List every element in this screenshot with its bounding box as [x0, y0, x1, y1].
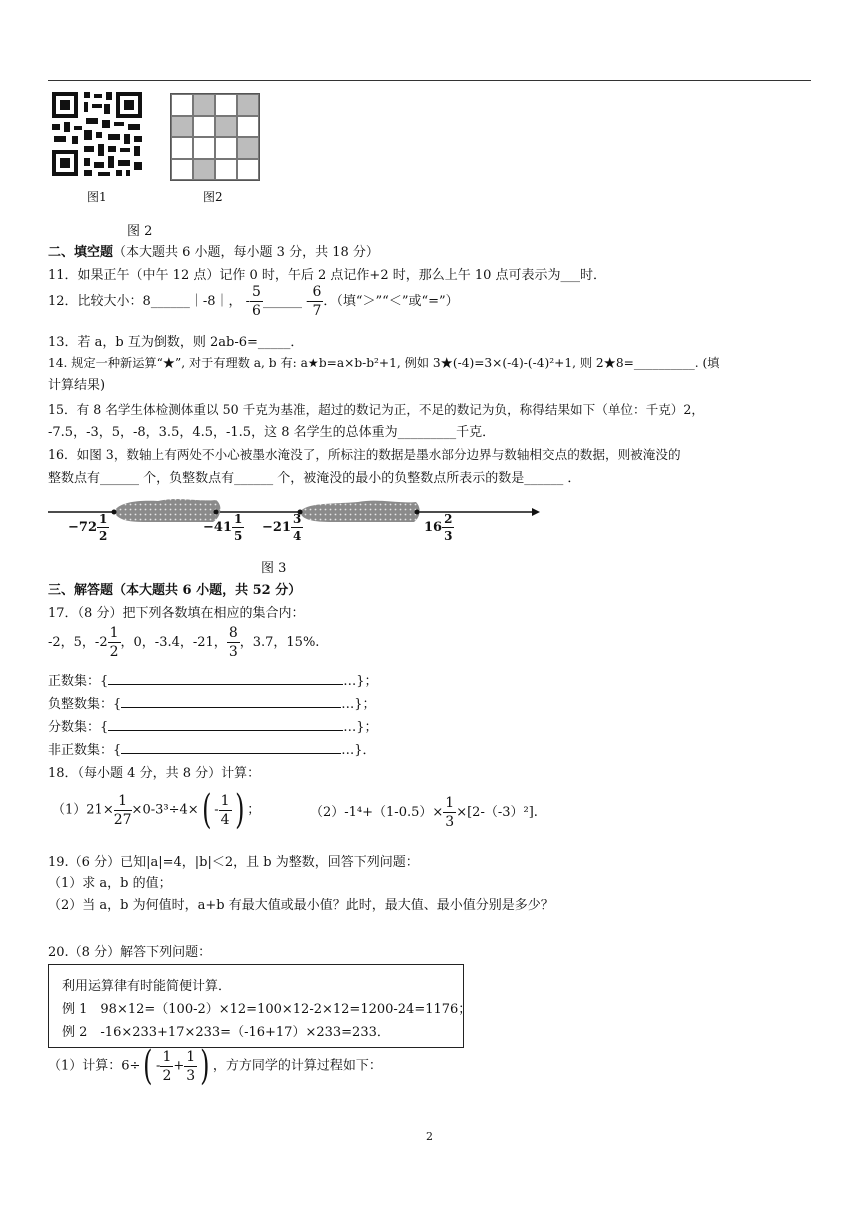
q12-f2-denominator: 7: [312, 303, 322, 319]
q20-f1-denominator: 2: [162, 1067, 172, 1084]
label-d-int: 16: [424, 520, 443, 535]
set-negative-integer: [48, 693, 376, 712]
set-positive-label: 正数集：{: [48, 674, 109, 689]
numberline-label-a: [68, 513, 109, 542]
set-non-positive-label: 非正数集：{: [48, 743, 122, 758]
q17-nums-c: ，3.7，15%.: [239, 635, 320, 650]
question-14-line1: 14. 规定一种新运算“★”, 对于有理数 a, b 有: a★b=a×b-b²+1, 例如 3★(-4)=3×(-4)-(-4)²+1, 则 2★8=__________. (填: [48, 356, 720, 370]
example-box-line2: 例 1 98×12=（100-2）×12=100×12-2×12=1200-24=1176；: [62, 1002, 472, 1017]
set-positive-blank[interactable]: [108, 672, 343, 685]
q18-p1-paren-denominator: 4: [220, 811, 230, 828]
question-15-line1: 15．有 8 名学生体检测体重以 50 千克为基准，超过的数记为正，不足的数记为负，称得结果如下（单位：千克）2，: [48, 402, 704, 417]
point-d: [415, 510, 420, 515]
question-12: [48, 285, 459, 318]
question-19-title: 19.（6 分）已知|a|=4，|b|＜2，且 b 为整数，回答下列问题：: [48, 855, 419, 870]
figure2-caption: 图2: [203, 190, 223, 204]
axis-arrow: [532, 508, 540, 516]
point-a: [112, 510, 117, 515]
q20-f2-numerator: 1: [186, 1048, 196, 1065]
q18-p2-denominator: 3: [445, 814, 455, 830]
question-19-part2: （2）当 a，b 为何值时，a+b 有最大值或最小值？此时，最大值、最小值分别是多少？: [48, 898, 554, 913]
question-13: 13．若 a，b 互为倒数，则 2ab-6=_____．: [48, 335, 304, 350]
question-11: 11．如果正午（中午 12 点）记作 0 时，午后 2 点记作+2 时，那么上午 10 点可表示为___时．: [48, 268, 607, 283]
section2-title: 二、填空题: [48, 245, 114, 260]
question-16-line2: 整数点有______ 个，负整数点有______ 个，被淹没的最小的负整数点所表示的数是______ ．: [48, 471, 581, 486]
set-positive: [48, 670, 378, 689]
q18-p1-b: ×0-3³÷4×: [131, 802, 199, 818]
section2-desc: （本大题共 6 小题，每小题 3 分，共 18 分）: [113, 245, 379, 260]
header-rule: [48, 80, 811, 81]
set-fraction: [48, 716, 378, 735]
label-d-frac: [442, 513, 454, 542]
label-a-frac: [97, 513, 109, 542]
q17-f2-denominator: 3: [228, 644, 238, 660]
qr-code-image: [50, 90, 144, 178]
q17-f1-numerator: 1: [109, 625, 119, 641]
q20-f2-denominator: 3: [186, 1067, 196, 1084]
question-19-part1: （1）求 a，b 的值；: [48, 876, 172, 891]
q20-fraction-1: [160, 1050, 173, 1083]
q20-p1-b: ，方方同学的计算过程如下：: [212, 1058, 382, 1074]
q12-f2-numerator: 6: [312, 284, 322, 300]
label-b-int: −41: [203, 520, 232, 535]
figure3-caption: 图 3: [261, 561, 287, 576]
q12-f1-numerator: 5: [252, 284, 261, 300]
set-non-positive-end: …}．: [341, 743, 376, 758]
label-d-num: 2: [444, 512, 453, 526]
q20-sign: -: [156, 1058, 161, 1074]
q20-plus: +: [173, 1058, 185, 1074]
label-c-frac: [291, 513, 303, 542]
numberline-label-d: [424, 513, 454, 542]
question-17-title: 17．（8 分）把下列各数填在相应的集合内：: [48, 606, 305, 621]
section2-heading: [48, 241, 379, 260]
set-non-positive-blank[interactable]: [121, 741, 341, 754]
set-fraction-blank[interactable]: [108, 718, 343, 731]
q18-p1-paren-numerator: 1: [220, 792, 230, 809]
label-a-den: 2: [98, 529, 108, 543]
q20-right-paren: ): [200, 1043, 210, 1089]
q18-p2-fraction: [443, 796, 456, 829]
set-non-positive: [48, 739, 376, 758]
example-box-line1: 利用运算律有时能简便计算．: [62, 979, 232, 994]
label-b-den: 5: [233, 529, 243, 543]
q18-p2-b: ×[2-（-3）²].: [456, 805, 538, 820]
q12-text-b: ______ -: [262, 294, 311, 309]
label-d-den: 3: [444, 529, 453, 543]
q20-p1-a: （1）计算：6÷: [48, 1058, 141, 1074]
set-negative-integer-label: 负整数集：{: [48, 697, 122, 712]
q17-nums-a: -2，5，-2: [48, 635, 108, 650]
q18-left-paren: (: [201, 787, 212, 833]
q12-f1-denominator: 6: [252, 303, 261, 319]
question-14-line2: 计算结果): [48, 378, 106, 393]
numberline-label-b: [203, 513, 244, 542]
set-negative-integer-end: …}；: [341, 697, 376, 712]
question-18-title: 18．（每小题 4 分，共 8 分）计算：: [48, 766, 261, 781]
page-number: 2: [426, 1130, 433, 1143]
set-fraction-end: …}；: [343, 720, 378, 735]
question-16-line1: 16．如图 3，数轴上有两处不小心被墨水淹没了，所标注的数据是墨水部分边界与数轴相交点的数据，则被淹没的: [48, 447, 681, 462]
figure-label: 图 2: [127, 224, 153, 239]
set-fraction-label: 分数集：{: [48, 720, 109, 735]
question-20-title: 20.（8 分）解答下列问题：: [48, 945, 212, 960]
ink-blot-right: [300, 501, 420, 522]
label-c-num: 3: [292, 512, 302, 526]
q12-fraction-2: [310, 285, 323, 318]
q18-p1-numerator: 1: [114, 794, 132, 811]
question-20-part1: [48, 1043, 382, 1089]
section3-title: 三、解答题（本大题共 6 小题，共 52 分）: [48, 583, 302, 598]
set-positive-end: …}；: [343, 674, 378, 689]
question-18-part1: [52, 787, 261, 833]
q18-p1-sign: -: [214, 802, 219, 818]
grid-figure: [170, 93, 260, 181]
question-17-numbers: [48, 626, 319, 659]
q20-left-paren: (: [143, 1043, 153, 1089]
q18-p1-c: ；: [247, 802, 261, 818]
set-negative-integer-blank[interactable]: [121, 695, 341, 708]
q17-nums-b: ，0，-3.4，-21，: [120, 635, 227, 650]
q12-text-c: ．（填“＞”“＜”或“=”）: [323, 294, 459, 309]
q18-right-paren: ): [234, 787, 245, 833]
q18-p1-paren-fraction: [219, 794, 232, 827]
q17-fraction-2: [227, 626, 240, 659]
q20-f1-numerator: 1: [162, 1048, 172, 1065]
q18-p2-a: （2）-1⁴+（1-0.5）×: [310, 805, 444, 820]
label-b-num: 1: [233, 512, 243, 526]
q17-f2-numerator: 8: [228, 625, 238, 641]
q20-fraction-2: [184, 1050, 197, 1083]
q18-p1-denominator: 27: [113, 811, 132, 828]
label-a-int: −72: [68, 520, 97, 535]
label-b-frac: [232, 513, 244, 542]
q18-p1-fraction: [114, 794, 132, 827]
figure1-caption: 图1: [87, 190, 107, 204]
question-18-part2: [310, 796, 538, 829]
question-15-line2: -7.5，-3，5，-8，3.5，4.5，-1.5，这 8 名学生的总体重为_________千克．: [48, 425, 496, 440]
q18-p2-numerator: 1: [445, 795, 455, 811]
q12-text-a: 12．比较大小：8______｜-8｜， -: [48, 294, 251, 309]
numberline-label-c: [262, 513, 303, 542]
label-c-den: 4: [292, 529, 302, 543]
q17-fraction-1: [108, 626, 121, 659]
label-c-int: −21: [262, 520, 291, 535]
q18-p1-a: （1）21×: [52, 802, 114, 818]
q12-fraction-1: [250, 285, 263, 318]
example-box-line3: 例 2 -16×233+17×233=（-16+17）×233=233．: [62, 1025, 390, 1040]
label-a-num: 1: [98, 512, 108, 526]
q17-f1-denominator: 2: [109, 644, 119, 660]
